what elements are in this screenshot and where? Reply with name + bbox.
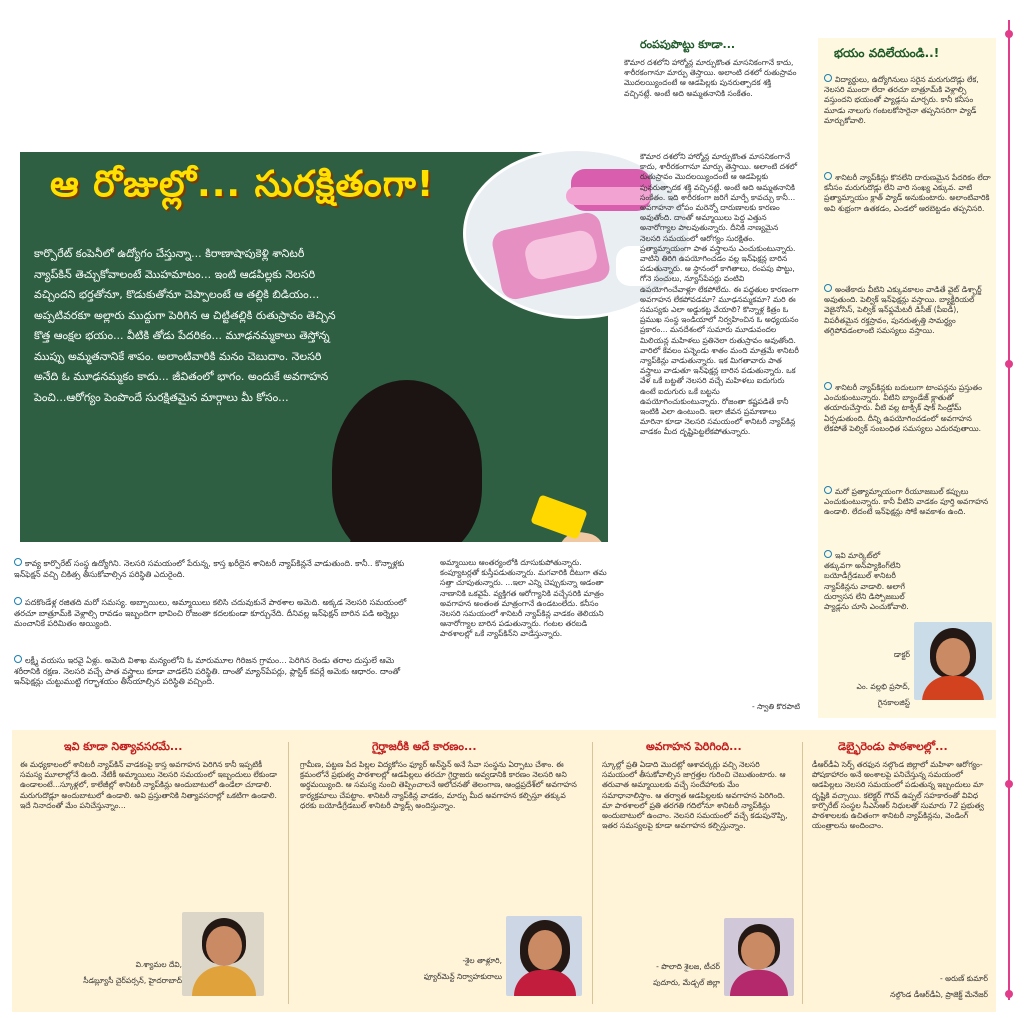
sidebar-heading: భయం వదిలేయండి..! [834, 46, 940, 60]
opinion-1-body: ఈ మధ్యకాలంలో శానిటరీ న్యాప్‌కిన్ వాడకంపై కాస్త అవగాహన పెరిగిన కానీ ఇప్పటికీ సమస్య మూలాల్లోనే ఉంది. నేటికీ అమ్మాయిలు నెలసరి సమయంలో ఇబ్బందులు లేకుండా ఉండాలంటే...స్కూళ్లలో, కాలేజీల్లో శానిటరీ న్యాప్‌కిన్లు అందుబాటులో ఉండేలా చూడాలి. మరుగుదొడ్లూ అందుబాటులో ఉండాలి. అవి ప్రస్తుతానికి నిత్యావసరాల్లో ఒకటిగా ఉండాలి. ఇదే నినాదంతో మేం పనిచేస్తున్నాం... [20, 760, 277, 810]
opinion-4-name: - అరుణ్ కుమార్ [939, 974, 988, 983]
tip-6: ఇవి మార్కెట్‌లో తక్కువగా అన్‌ప్యాకింగ్‌లేని బయోడీగ్రేడబుల్ శానిటరీ న్యాప్‌కిన్లను వాడాలి. అలాగే దుర్వాసన లేని డిస్పోజబుల్ ప్యాడ్లను చూసి ఎంచుకోవాలి. [824, 551, 909, 612]
tip-1: విద్యార్థులు, ఉద్యోగినులు సరైన మరుగుదొడ్లు లేక, నెలసరి ముందా లేదా తరచూ బాత్రూమ్‌కి వెళ్లాల్సి వస్తుందని భయంతో ప్యాడ్లను మార్చరు. కానీ కనీసం మూడు నాలుగు గంటలకోసారైనా తప్పనిసరిగా ప్యాడ్ మార్చుకోవాలి. [824, 75, 979, 125]
section-heading-sawdust: రంపపుపొట్టు కూడా... [640, 38, 736, 51]
tip-5: మరో ప్రత్యామ్నాయంగా రీయూజబుల్ కప్పులు ఎంచుకుంటున్నారు. కానీ వీటిని వాడకం పూర్తి అవగాహన ఉండాలి. లేదంటే ఇన్‌ఫెక్షన్లు సోకే అవకాశం ఉంది. [824, 487, 989, 517]
heading-daily-essential: ఇవి కూడా నిత్యావసరమే... [64, 740, 183, 753]
opinion-3-photo [724, 918, 794, 996]
decorative-edge-line [1008, 20, 1010, 1000]
heading-awareness-grown: అవగాహన పెరిగింది... [646, 740, 742, 753]
tip-3: అంతేకాదు వీటిని ఎక్కువకాలం వాడితే వైట్ డిశ్చార్జ్ అవుతుంది. పెల్విక్ ఇన్‌ఫెక్షన్లు వస్తాయి. బ్యాక్టీరియల్ వెజైనోసిస్, పెల్విక్ ఇన్‌ఫ్లమేటరీ డిసీజ్ (పీఐడీ), విపరీతమైన రక్తస్రావం, పునరుత్పత్తి సామర్థ్యం తగ్గిపోవడంలాంటి సమస్యలు వస్తాయి. [824, 285, 982, 335]
bullet-icon [824, 284, 832, 292]
bullet-icon [824, 486, 832, 494]
opinion-4-role: నల్గొండ డీఆర్‌డీఏ, ప్రాజెక్ట్ మేనేజర్ [890, 990, 988, 999]
opinion-3-body: స్కూల్లో ప్రతి ఏడాది మొదట్లో ఆశావర్కర్లు వచ్చి నెలసరి సమయంలో తీసుకోవాల్సిన జాగ్రత్తల గురించి చెబుతుంటారు. ఆ తరువాత అమ్మాయిలకు వచ్చే సందేహాలకు మేం సమాధానాలిస్తాం. ఆ తర్వాత ఆడపిల్లలకు అవగాహన పెరిగింది. మా పాఠశాలలో ప్రతి తరగతి గదిలోనూ శానిటరీ న్యాప్‌కిన్లు అందుబాటులో ఉంచాం. నెలసరి సమయంలో వచ్చే కడుపునొప్పి, ఇతర సమస్యలపై కూడా అవగాహన కల్పిస్తున్నాం. [602, 760, 788, 831]
bullet-icon [824, 382, 832, 390]
bullet-icon [14, 558, 22, 566]
bullet-icon [14, 655, 22, 663]
opinion-3-role: పుదూరు, మేడ్చల్ జిల్లా [653, 978, 720, 987]
bullet-icon [14, 597, 22, 605]
opinion-1-name: వి.శ్యామల దేవి, [135, 960, 182, 969]
edge-dot [1005, 30, 1013, 38]
hero-title: ఆ రోజుల్లో... సురక్షితంగా! [50, 164, 435, 205]
heading-72-schools: డెబ్భైరెండు పాఠశాలల్లో... [838, 740, 948, 753]
doctor-title: డాక్టర్ [893, 650, 910, 659]
sponge-illustration [530, 494, 587, 539]
sidebar-box [818, 38, 996, 718]
opinion-3-name: - పొలాది శైలజ, టీచర్ [656, 962, 720, 971]
doctor-role: గైనకాలజిస్ట్ [877, 698, 910, 707]
doctor-name: ఎం. వల్లభి ప్రసాద్, [856, 682, 910, 691]
bullet-icon [824, 74, 832, 82]
opinion-2-photo [506, 916, 582, 996]
sawdust-body-top: కౌమార దశలోని హార్మోన్ల మార్పుకొంత మాసనికంగానే కాదు, శారీరకంగానూ మార్పు తెస్తాయి. అలాంటి దశలో రుతుస్రావం మొదలయ్యిందంటే ఆ ఆడపిల్లకు పునరుత్పాదక శక్తి వచ్చినట్లే. అంటే అది అమ్మతనానికి సంకేతం. [624, 58, 797, 98]
edge-dot [1005, 360, 1013, 368]
bullet-icon [824, 172, 832, 180]
heading-absence-reason: గైర్హాజరీకి అదే కారణం... [372, 740, 477, 753]
opinion-4-body: డీఆర్‌డీఏ సెర్ప్ తరఫున నల్గొండ జిల్లాలో మహిళా ఆరోగ్యం- పోషకాహారం అనే అంశాలపై పనిచేస్తున్న సమయంలో ఆడపిల్లలు నెలసరి సమయంలో పడుతున్న ఇబ్బందులు మా దృష్టికి వచ్చాయి. కలెక్టర్ గౌరవ్ ఉప్పల్ సహకారంతో వివిధ కార్పొరేట్ సంస్థల సీఎస్ఆర్ నిధులతో సుమారు 72 ప్రభుత్వ పాఠశాలలకు ఉచితంగా శానిటరీ న్యాప్‌కిన్లను, వెండింగ్ యంత్రాలను అందించాం. [812, 760, 984, 831]
opinion-1-photo [182, 912, 264, 996]
tip-4: శానిటరీ న్యాప్‌కిన్లకు బదులుగా టాంపన్లను ప్రస్తుతం ఎంచుకుంటున్నారు. వీటిని బ్యాండేజ్ క్లాతుతో తయారుచేస్తారు. వీటి వల్ల టాక్సిక్ షాక్ సిండ్రోమ్ ఏర్పడుతుంది. దీన్ని ఉపయోగించడంలో అవగాహన లేకపోతే పెల్విక్ సంబంధిత సమస్యలు ఎదురవుతాయి. [824, 383, 983, 433]
tip-2: శానిటరీ న్యాప్‌కిన్లు కొనలేని దారుణమైన పేదరికం లేదా కనీసం మరుగుదొడ్లు లేని వారి సంఖ్య ఎక్కువ. వాటి ప్రత్యామ్నాయం క్లాత్ ప్యాడ్ అనుకుంటారు. అలాంటివారికి అవి శుభ్రంగా ఉతకడం, ఎండలో ఆరబెట్టడం తప్పనిసరి. [824, 173, 991, 213]
sawdust-body: కౌమార దశలోని హార్మోన్ల మార్పుకొంత మాసనికంగానే కాదు, శారీరకంగానూ మార్పు తెస్తాయి. అలాంటి దశలో రుతుస్రావం మొదలయ్యిందంటే ఆ ఆడపిల్లకు పునరుత్పాదక శక్తి వచ్చినట్లే. అంటే అది అమ్మతనానికి సంకేతం. ఇది శారీరకంగా జరిగే మార్పే కావచ్చు కానీ... అవగాహనా లోపం మరెన్నో దారుణాలకు కారణం అవుతోంది. దాంతో అమ్మాయిలు పెద్ద ఎత్తున అనారోగ్యాల పాలవుతున్నారు. దీనికి నాణ్యమైన నెలసరి సమయంలో ఆరోగ్యం సురక్షితం. ప్రత్యామ్నాయంగా పాత వస్త్రాలను ఎంచుకుంటున్నారు. వాటిని తిరిగి ఉపయోగించడం వల్ల ఇన్‌ఫెక్షన్ల బారిన పడుతున్నారు. ఆ స్థానంలో కాగితాలు, రంపపు పొట్టు, గోనె సంచులు, న్యూస్‌పేపర్లు వంటివి ఉపయోగించేవాళ్లూ లేకపోలేదు. ఈ పద్ధతుల కారణంగా అవగాహన లేకపోవడమా? మూఢనమ్మకమా? మరి ఈ సమస్యకు ఎలా అడ్డుకట్ట వేయాలి? కొన్నాళ్ల కిత్రం ఓ ప్రముఖ సంస్థ ఇండియాలో నిర్వహించిన ఓ అధ్యయనం ప్రకారం... మనదేశంలో సుమారు మూడువందల మిలియన్ల మహిళలు ప్రతినెలా రుతుస్రావం అవుతోంది. వారిలో కేవలం పన్నెండు శాతం మంది మాత్రమే శానిటరీ న్యాప్‌కిన్లు వాడుతున్నారు. ఇక మిగతావారు పాత వస్త్రాలు వాడుతూ ఇన్‌ఫెక్షన్ల బారిన పడుతున్నారు. ఒక వేళ ఒకే బట్టతో నెలసరి వచ్చే మహిళలు ఐదుగురు ఉంటే ఐదుగురు ఒకే బట్టను ఉపయోగించుకుంటున్నారు. రోజంతా కష్టపడితే కానీ ఇంటికి ఎలా ఉంటుంది. ఇలా జీవన ప్రమాణాలు మారినా కూడా నెలసరి సమయంలో శానిటరీ న్యాప్‌కిన్ల వాడకం మీద దృష్టిపెట్టలేకపోతున్నారు. [640, 152, 799, 437]
doctor-photo [914, 622, 992, 700]
edge-dot [1005, 990, 1013, 998]
opinion-1-role: సీడబ్ల్యూసీ చైర్‌పర్సన్, హైదరాబాద్ [83, 976, 182, 985]
opinion-2-role: ఫ్యూర్‌మెన్ట్ నిర్వాహకురాలు [423, 972, 502, 981]
edge-dot [1005, 780, 1013, 788]
girl-illustration-hair [332, 380, 482, 542]
story-lakshmi: లక్ష్మీ వయసు ఇరవై ఏళ్లు. అమెది విశాఖ మన్యంలోని ఓ మారుమూల గిరిజన గ్రామం... పెరిగిన రెండు తరాల దుస్తులే ఆమె శరీరానికి రక్షణ. నెలసరి వచ్చే పాత వస్త్రాలు కూడా వాడలేని పరిస్థితి. దాంతో మ్యాన్‌పేపర్లు, ప్లాస్టిక్ కవర్లే అమెకు ఆధారం. దాంతో ఇన్‌ఫెక్షన్లు చుట్టుముట్టి గర్భాశయం తీసేయాల్సిన పరిస్థితి వచ్చింది. [14, 656, 401, 686]
opinion-2-body: గ్రామీణ, పట్టణ పేద పిల్లల విద్యకోసం ఫ్యూర్ అన్‌స్టెన్ అనే సేవా సంస్థను ఏర్పాటు చేశాం. ఈ క్రమంలోనే ప్రభుత్వ పాఠశాలల్లో ఆడపిల్లలు తరచూ గైర్హాజరు అవ్వడానికి కారణం నెలసరి అని అర్థమయ్యింది. ఆ సమస్య నుంచి తెప్పించాలనే ఆలోచనతో తెలంగాణ, ఆంధ్రప్రదేశ్‌లో అవగాహన కార్యక్రమాలు చేపట్టాం. శానిటరీ న్యాప్‌కిన్ల వాడకం, మార్పు మీద అవగాహన కల్పిస్తూ తక్కువ ధరకు బయోడీగ్రేడబుల్ శానిటరీ ప్యాడ్స్ అందిస్తున్నాం. [300, 760, 577, 810]
intro-column: అమ్మాయిలు ఆంతర్యంలోకి దూసుకుపోతున్నారు. కంప్యూటర్లతో కుస్తీపడుతున్నారు. మగవారికి దీటుగా తమ సత్తా చూపుతున్నారు. ...ఇలా ఎన్ని చెప్పుకున్నా ఆడంతా నాణానికి ఒకవైపే. వ్యక్తిగత ఆరోగ్యానికి వచ్చేసరికి మాత్రం అవగాహన అంతంత మాత్రంగానే ఉండటంలేదు. కనీసం నెలసరి సమయంలో శానిటరీ న్యాప్‌కిన్ల వాడకం తెలియని ఆనారోగ్యాల బారిన పడుతున్నారు. గంటల తరబడి పాఠశాలల్లో ఒకే న్యాప్‌కిన్‌ని వాడేస్తున్నారు. [440, 558, 607, 639]
author-byline: - స్వాతి కొరపాటి [752, 702, 800, 711]
bullet-icon [824, 550, 832, 558]
hero-intro: కార్పొరేట్ కంపెనీలో ఉద్యోగం చేస్తున్నా... కిరాణాషాపుకెళ్లి శానిటరీ న్యాప్‌కిన్ తెచ్చుకోవాలంటే మొహమాటం... ఇంటి ఆడపిల్లకు నెలసరి వచ్చిందని భర్తతోనూ, కొడుకుతోనూ చెప్పాలంటే ఆ తల్లికి బిడియం... అప్పటివరకూ అల్లారు ముద్దుగా పెరిగిన ఆ చిట్టితల్లికి రుతుస్రావం తెచ్చిన కొత్త ఆంక్షల భయం... వీటికి తోడు పేదరికం... మూఢనమ్మకాలు తెస్తోన్న ముప్పు అమ్మతనానికే శాపం. అలాంటివారికి మనం చెబుదాం. నెలసరి అనేది ఓ మూఢనమ్మకం కాదు... జీవితంలో భాగం. అందుకే అవగాహన పెంచి...ఆరోగ్యం పెంపొందే సురక్షితమైన మార్గాలు మీ కోసం... [34, 247, 336, 404]
expert-opinions-band [12, 730, 996, 1012]
opinion-2-name: -శైల తాళ్లూరి, [462, 956, 502, 965]
story-kavya: కావ్య కార్పొరేట్ సంస్థ ఉద్యోగిని. నెలసరి సమయంలో పేరున్న, కాస్త ఖరీదైన శానిటరీ న్యాప్‌కిన్లనే వాడుతుంది. కానీ.. కొన్నాళ్లకు ఇన్‌ఫెక్షన్ వచ్చి చికిత్స తీసుకోవాల్సిన పరిస్థితి ఎదురైంది. [14, 559, 405, 579]
story-rajitha: పదకొండేళ్ల రజితది మరో సమస్య. అబ్బాయిలు, అమ్మాయిలు కలిసి చదువుకునే పాఠశాల అమెది. అక్కడ నెలసరి సమయంలో తరచూ బాత్రూమ్‌కి వెళ్లాల్సి రావడం ఇబ్బందిగా భావించి రోజంతా కదలకుండా కూర్చునేది. దీనివల్ల ఇన్‌ఫెక్షన్ బారిన పడి అర్నెల్లు మంచానికే పరిమితం అయ్యింది. [14, 598, 407, 628]
